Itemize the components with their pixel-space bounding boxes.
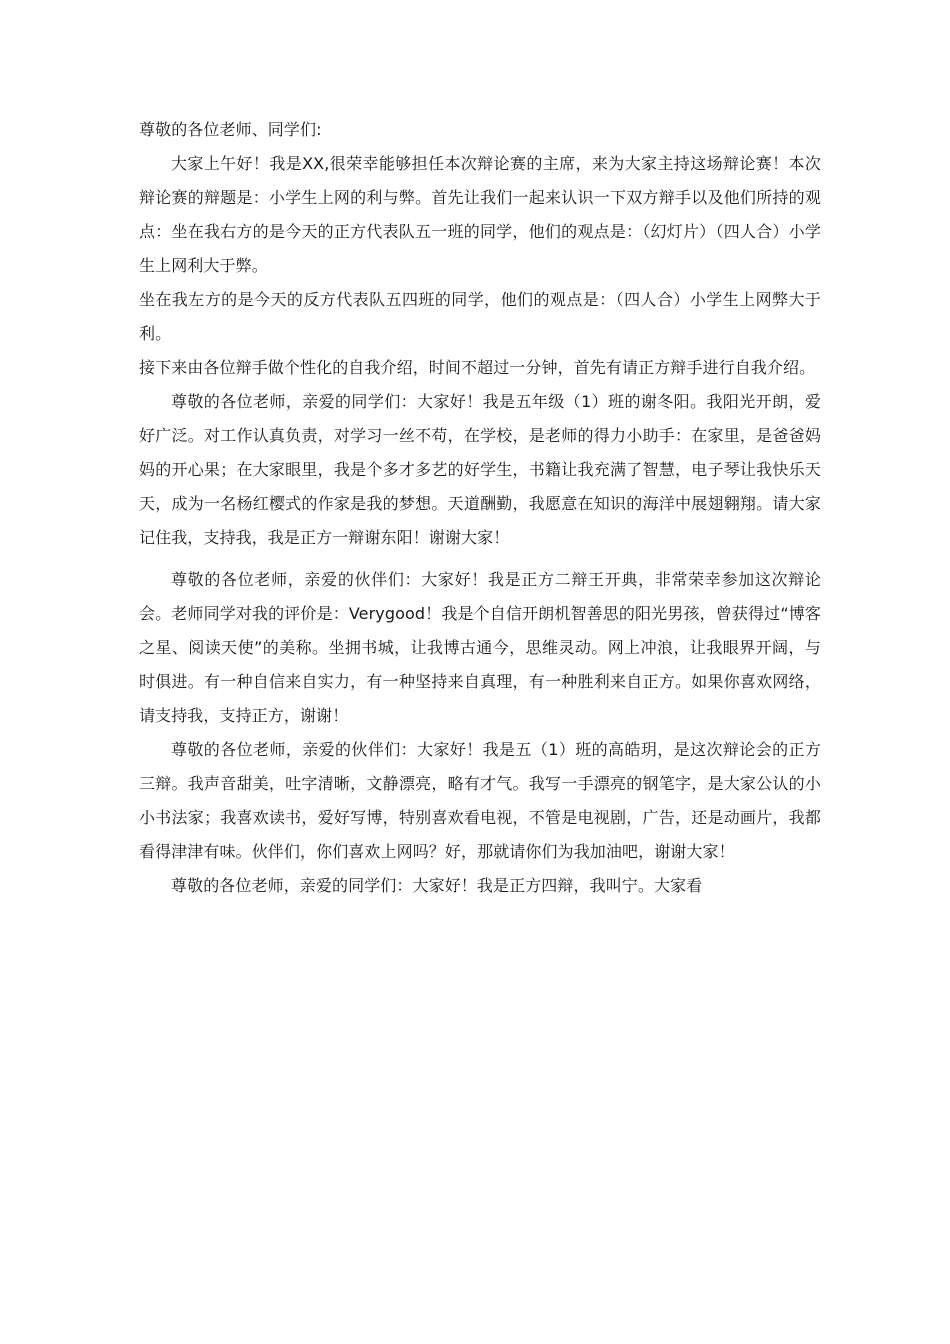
salutation-paragraph: 尊敬的各位老师、同学们: (139, 120, 322, 139)
host-intro-paragraph: 大家上午好！我是XX,很荣幸能够担任本次辩论赛的主席，来为大家主持这场辩论赛！本次辩论赛的辩题是：小学生上网的利与弊。首先让我们一起来认识一下双方辩手以及他们所持的观点：坐在我右方的是今天的正方代表队五一班的同学，他们的观点是：（幻灯片）（四人合）小学生上网利大于弊。 (139, 154, 821, 275)
fourth-debater-paragraph: 尊敬的各位老师，亲爱的同学们：大家好！我是正方四辩，我叫宁。大家看 (171, 876, 703, 895)
first-debater-paragraph: 尊敬的各位老师，亲爱的同学们：大家好！我是五年级（1）班的谢冬阳。我阳光开朗，爱好广泛。对工作认真负责，对学习一丝不苟，在学校，是老师的得力小助手：在家里，是爸爸妈妈的开心果；在大家眼里，我是个多才多艺的好学生，书籍让我充满了智慧，电子琴让我快乐天天，成为一名杨红樱式的作家是我的梦想。天道酬勤，我愿意在知识的海洋中展翅翱翔。请大家记住我，支持我，我是正方一辩谢东阳！谢谢大家！ (139, 392, 821, 547)
second-debater-paragraph: 尊敬的各位老师，亲爱的伙伴们：大家好！我是正方二辩王开典，非常荣幸参加这次辩论会。老师同学对我的评价是：Verygood！我是个自信开朗机智善思的阳光男孩，曾获得过“博客之星、阅读天使”的美称。坐拥书城，让我博古通今，思维灵动。网上冲浪，让我眼界开阔，与时俱进。有一种自信来自实力，有一种坚持来自真理，有一种胜利来自正方。如果你喜欢网络，请支持我，支持正方，谢谢！ (139, 570, 821, 725)
third-debater-paragraph: 尊敬的各位老师，亲爱的伙伴们：大家好！我是五（1）班的高皓玥，是这次辩论会的正方三辩。我声音甜美，吐字清晰，文静漂亮，略有才气。我写一手漂亮的钢笔字，是大家公认的小小书法家；我喜欢读书，爱好写博，特别喜欢看电视，不管是电视剧，广告，还是动画片，我都看得津津有味。伙伴们，你们喜欢上网吗？好，那就请你们为我加油吧，谢谢大家！ (139, 740, 821, 861)
document-body (139, 113, 821, 903)
self-intro-instruction-paragraph: 接下来由各位辩手做个性化的自我介绍，时间不超过一分钟，首先有请正方辩手进行自我介绍。 (139, 358, 816, 377)
opposing-side-paragraph: 坐在我左方的是今天的反方代表队五四班的同学，他们的观点是：（四人合）小学生上网弊大于利。 (139, 290, 821, 343)
